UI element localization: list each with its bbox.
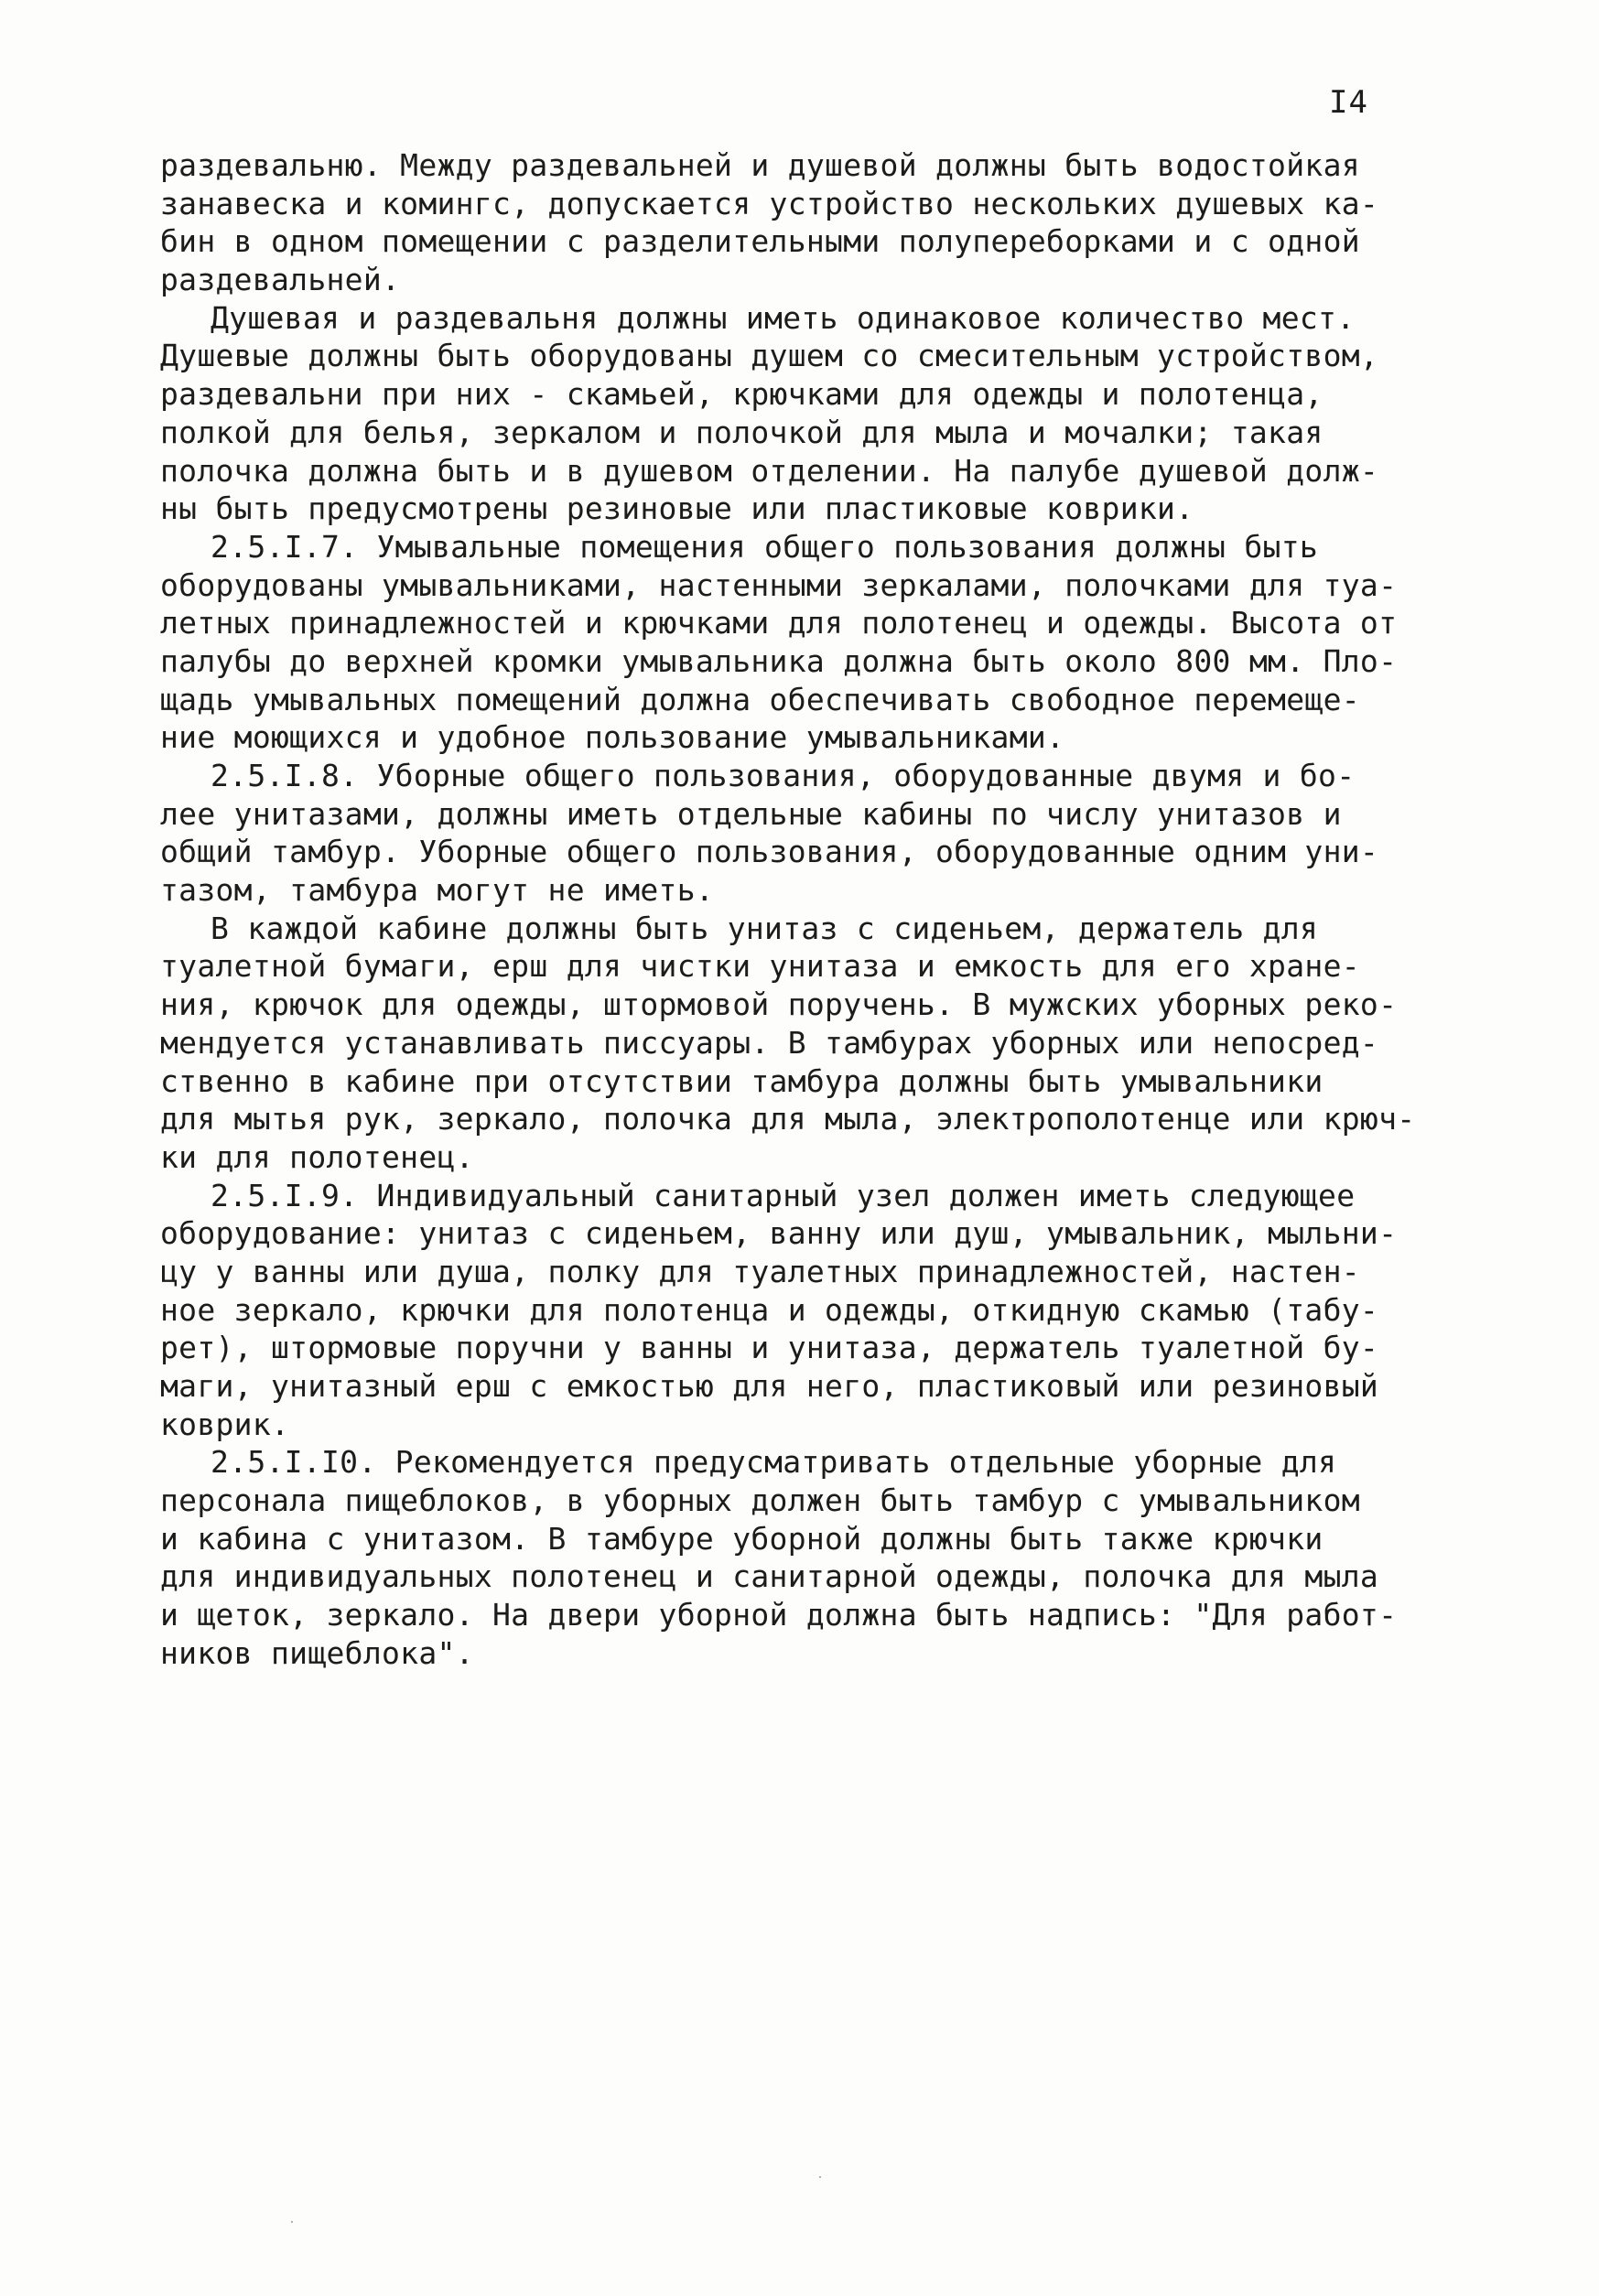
text-line: раздевальни при них - скамьей, крючками для одежды и полотенца, — [160, 376, 1323, 413]
text-line: туалетной бумаги, ерш для чистки унитаза и емкость для его хране- — [160, 948, 1360, 985]
text-line: В каждой кабине должны быть унитаз с сиденьем, держатель для — [211, 910, 1319, 946]
paragraph-1 — [160, 146, 1487, 299]
text-line: бин в одном помещении с разделительными полупереборками и с одной — [160, 223, 1360, 260]
text-line: рет), штормовые поручни у ванны и унитаза, держатель туалетной бу- — [160, 1330, 1379, 1366]
text-line: Душевые должны быть оборудованы душем со смесительным устройством, — [160, 338, 1379, 374]
paragraph-2-5-1-8 — [160, 757, 1487, 910]
paragraph-2 — [160, 299, 1487, 528]
text-line: и кабина с унитазом. В тамбуре уборной должны быть также крючки — [160, 1520, 1323, 1557]
paragraph-2-5-1-7 — [160, 528, 1487, 757]
text-line: щадь умывальных помещений должна обеспечивать свободное перемеще- — [160, 681, 1360, 717]
text-line: мендуется устанавливать писсуары. В тамбурах уборных или непосред- — [160, 1024, 1379, 1061]
text-line: коврик. — [160, 1406, 290, 1442]
page-number: I4 — [1329, 84, 1368, 121]
text-line: полкой для белья, зеркалом и полочкой для мыла и мочалки; такая — [160, 414, 1323, 450]
scan-speck — [819, 2176, 821, 2178]
text-line: общий тамбур. Уборные общего пользования, оборудованные одним уни- — [160, 834, 1379, 870]
text-line: ны быть предусмотрены резиновые или пластиковые коврики. — [160, 490, 1194, 527]
text-line: 2.5.I.7. Умывальные помещения общего пользования должны быть — [211, 528, 1319, 565]
text-line: Душевая и раздевальня должны иметь одинаковое количество мест. — [211, 299, 1356, 336]
text-line: оборудование: унитаз с сиденьем, ванну или душ, умывальник, мыльни- — [160, 1215, 1398, 1252]
text-line: ния, крючок для одежды, штормовой поручень. В мужских уборных реко- — [160, 986, 1398, 1023]
paragraph-2-5-1-9 — [160, 1177, 1487, 1444]
text-line: для мытья рук, зеркало, полочка для мыла, электрополотенце или крюч- — [160, 1101, 1416, 1137]
text-line: оборудованы умывальниками, настенными зеркалами, полочками для туа- — [160, 566, 1398, 603]
text-line: для индивидуальных полотенец и санитарной одежды, полочка для мыла — [160, 1558, 1379, 1595]
text-line: лее унитазами, должны иметь отдельные кабины по числу унитазов и — [160, 795, 1342, 832]
text-line: ное зеркало, крючки для полотенца и одежды, откидную скамью (табу- — [160, 1291, 1379, 1328]
text-line: летных принадлежностей и крючками для полотенец и одежды. Высота от — [160, 605, 1398, 641]
paragraph-2-5-1-10 — [160, 1443, 1487, 1672]
text-line: тазом, тамбура могут не иметь. — [160, 872, 715, 909]
text-line: ние моющихся и удобное пользование умывальниками. — [160, 719, 1065, 756]
paragraph-cabin-equipment — [160, 910, 1487, 1177]
text-line: персонала пищеблоков, в уборных должен быть тамбур с умывальником — [160, 1482, 1360, 1519]
text-line: раздевальней. — [160, 262, 401, 298]
text-line: ки для полотенец. — [160, 1138, 474, 1175]
text-line: 2.5.I.9. Индивидуальный санитарный узел должен иметь следующее — [211, 1177, 1356, 1213]
text-line: полочка должна быть и в душевом отделении. На палубе душевой долж- — [160, 452, 1379, 489]
text-line: 2.5.I.I0. Рекомендуется предусматривать отдельные уборные для — [211, 1444, 1337, 1481]
text-line: 2.5.I.8. Уборные общего пользования, оборудованные двумя и бо- — [211, 758, 1356, 793]
text-line: палубы до верхней кромки умывальника должна быть около 800 мм. Пло- — [160, 642, 1398, 679]
text-line: ственно в кабине при отсутствии тамбура должны быть умывальники — [160, 1062, 1323, 1099]
body-text — [160, 146, 1487, 1673]
text-line: маги, унитазный ерш с емкостью для него, пластиковый или резиновый — [160, 1368, 1379, 1404]
text-line: раздевальню. Между раздевальней и душевой должны быть водостойкая — [160, 147, 1360, 183]
text-line: ников пищеблока". — [160, 1634, 474, 1671]
scan-speck — [291, 2221, 293, 2223]
text-line: цу у ванны или душа, полку для туалетных принадлежностей, настен- — [160, 1253, 1360, 1289]
text-line: занавеска и комингс, допускается устройство нескольких душевых ка- — [160, 185, 1379, 221]
text-line: и щеток, зеркало. На двери уборной должна быть надпись: "Для работ- — [160, 1597, 1398, 1633]
